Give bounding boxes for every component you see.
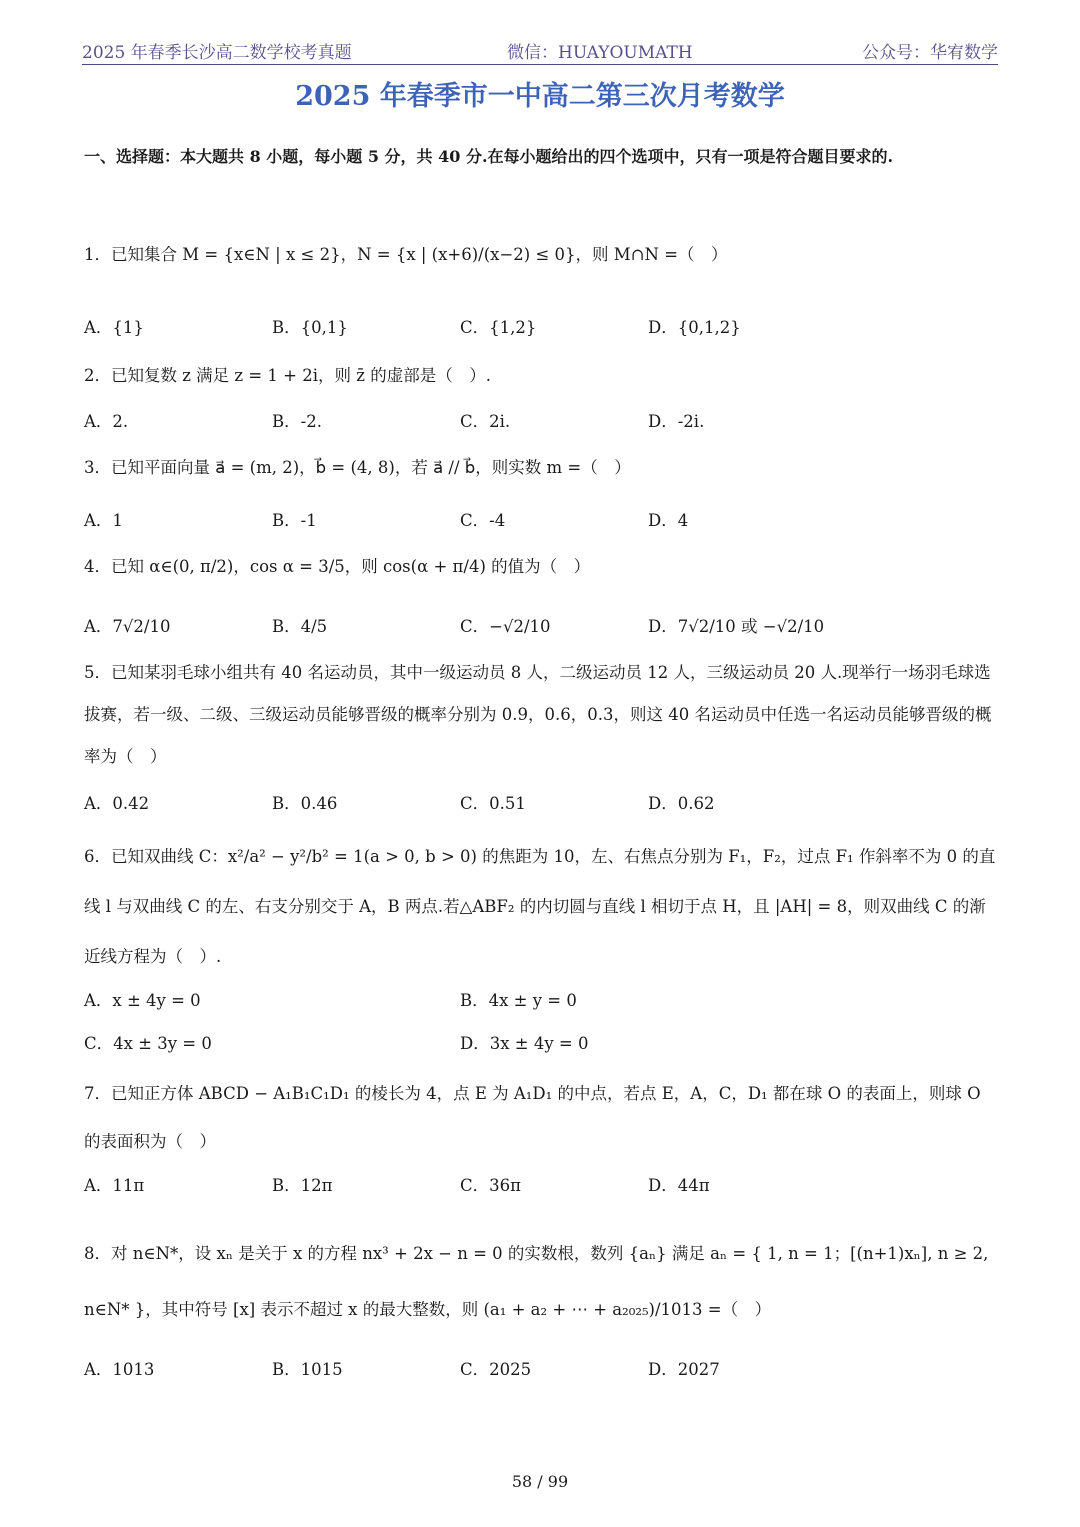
header-center: 微信：HUAYOUMATH [507, 43, 693, 63]
option-c: C．36π [460, 1176, 521, 1195]
options-7 [84, 1172, 1004, 1202]
option-d: D．3x ± 4y = 0 [460, 1034, 589, 1053]
option-c: C．-4 [460, 511, 506, 530]
question-3: 3．已知平面向量 a⃗ = (m, 2)，b⃗ = (4, 8)，若 a⃗ // b⃗，则实数 m =（ ） [84, 458, 631, 477]
option-c: C．0.51 [460, 794, 526, 813]
header-left: 2025 年春季长沙高二数学校考真题 [82, 43, 352, 63]
page-number: 58 / 99 [511, 1472, 569, 1491]
question-7: 7．已知正方体 ABCD − A₁B₁C₁D₁ 的棱长为 4，点 E 为 A₁D₁ 的中点，若点 E，A，C，D₁ 都在球 O 的表面上，则球 O 的表面积为（ ） [84, 1084, 981, 1151]
option-a: A．1013 [84, 1360, 155, 1379]
section-heading: 一、选择题：本大题共 8 小题，每小题 5 分，共 40 分.在每小题给出的四个选项中，只有一项是符合题目要求的. [84, 147, 894, 166]
option-b: B．-2. [272, 412, 322, 431]
options-5 [84, 790, 1004, 820]
option-b: B．12π [272, 1176, 333, 1195]
option-a: A．7√2/10 [84, 617, 171, 636]
option-b: B．4/5 [272, 617, 328, 636]
options-6-row-2 [84, 1030, 1004, 1060]
option-a: A．1 [84, 511, 123, 530]
option-b: B．4x ± y = 0 [460, 991, 577, 1010]
option-b: B．{0,1} [272, 318, 348, 337]
page-header [82, 38, 998, 65]
question-4: 4．已知 α∈(0, π/2)，cos α = 3/5，则 cos(α + π/4) 的值为（ ） [84, 557, 591, 576]
page-title: 2025 年春季市一中高二第三次月考数学 [295, 81, 785, 112]
option-b: B．0.46 [272, 794, 338, 813]
options-8 [84, 1356, 1004, 1386]
option-d: D．44π [648, 1176, 710, 1195]
option-c: C．2025 [460, 1360, 532, 1379]
option-d: D．2027 [648, 1360, 720, 1379]
options-6-row-1 [84, 987, 1004, 1017]
option-a: A．x ± 4y = 0 [84, 991, 201, 1010]
option-b: B．1015 [272, 1360, 343, 1379]
options-3 [84, 507, 1004, 537]
option-a: A．0.42 [84, 794, 150, 813]
options-2 [84, 408, 1004, 438]
header-right: 公众号：华宥数学 [862, 43, 998, 63]
option-c: C．4x ± 3y = 0 [84, 1034, 212, 1053]
options-1 [84, 314, 1004, 344]
question-8: 8．对 n∈N*，设 xₙ 是关于 x 的方程 nx³ + 2x − n = 0 的实数根，数列 {aₙ} 满足 aₙ = { 1, n = 1；[(n+1)xₙ], n ≥ 2, n∈N* }，其中符号 [x] 表示不超过 x 的最大整数，则 (a₁ + a₂ + ⋯ + a₂₀₂₅)/1013 =（ ） [84, 1244, 989, 1319]
option-c: C．−√2/10 [460, 617, 551, 636]
question-2: 2．已知复数 z 满足 z = 1 + 2i，则 z̄ 的虚部是（ ）. [84, 366, 491, 385]
option-c: C．{1,2} [460, 318, 537, 337]
question-6: 6．已知双曲线 C：x²/a² − y²/b² = 1(a > 0, b > 0) 的焦距为 10，左、右焦点分别为 F₁，F₂，过点 F₁ 作斜率不为 0 的直线 l 与双曲线 C 的左、右支分别交于 A，B 两点.若△ABF₂ 的内切圆与直线 l 相切于点 H，且 |AH| = 8，则双曲线 C 的渐近线方程为（ ）. [84, 847, 996, 966]
option-d: D．{0,1,2} [648, 318, 741, 337]
option-c: C．2i. [460, 412, 511, 431]
option-d: D．7√2/10 或 −√2/10 [648, 617, 825, 636]
option-a: A．{1} [84, 318, 144, 337]
question-1: 1．已知集合 M = {x∈N | x ≤ 2}，N = {x | (x+6)/(x−2) ≤ 0}，则 M∩N =（ ） [84, 245, 728, 264]
option-a: A．11π [84, 1176, 145, 1195]
option-d: D．4 [648, 511, 689, 530]
option-a: A．2. [84, 412, 129, 431]
question-5: 5．已知某羽毛球小组共有 40 名运动员，其中一级运动员 8 人，二级运动员 12 人，三级运动员 20 人.现举行一场羽毛球选拔赛，若一级、二级、三级运动员能够晋级的概率分别为 0.9，0.6，0.3，则这 40 名运动员中任选一名运动员能够晋级的概率为（ ） [84, 663, 992, 766]
option-d: D．0.62 [648, 794, 715, 813]
option-b: B．-1 [272, 511, 317, 530]
options-4 [84, 613, 1004, 643]
option-d: D．-2i. [648, 412, 705, 431]
